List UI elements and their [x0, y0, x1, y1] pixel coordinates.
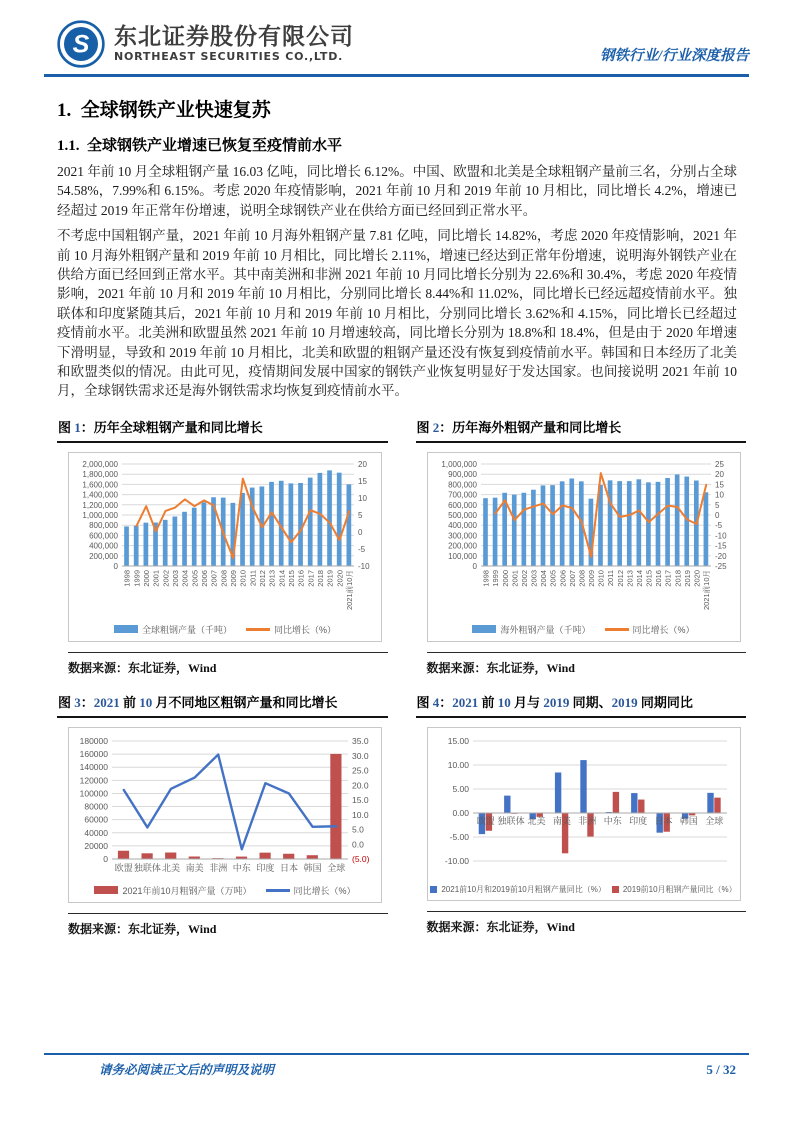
svg-text:2011: 2011: [248, 569, 258, 587]
page-footer: [0, 1053, 793, 1078]
svg-text:10: 10: [714, 490, 724, 500]
page-number: 5 / 32: [706, 1062, 736, 1077]
svg-text:1,000,000: 1,000,000: [82, 510, 118, 520]
svg-text:100000: 100000: [79, 788, 108, 799]
svg-text:欧盟: 欧盟: [114, 862, 133, 873]
svg-text:2014: 2014: [634, 569, 644, 587]
svg-text:100,000: 100,000: [447, 551, 477, 561]
svg-text:300,000: 300,000: [447, 531, 477, 541]
svg-text:2001: 2001: [151, 569, 161, 587]
svg-text:2010: 2010: [238, 569, 248, 587]
svg-text:2002: 2002: [519, 569, 529, 587]
svg-text:200,000: 200,000: [89, 551, 118, 561]
svg-text:欧盟: 欧盟: [476, 815, 495, 826]
svg-text:5: 5: [714, 500, 719, 510]
svg-text:2017: 2017: [306, 569, 316, 587]
svg-text:2010: 2010: [596, 569, 606, 587]
svg-text:北美: 北美: [526, 815, 546, 826]
svg-text:非洲: 非洲: [577, 815, 596, 826]
report-body: [0, 77, 793, 401]
figure-4: [416, 692, 747, 937]
svg-text:2021前10月: 2021前10月: [344, 569, 354, 610]
svg-text:25.0: 25.0: [352, 765, 369, 776]
svg-text:2015: 2015: [286, 569, 296, 587]
svg-text:25: 25: [714, 459, 724, 469]
svg-text:20.0: 20.0: [352, 780, 369, 791]
svg-text:2004: 2004: [538, 569, 548, 587]
svg-text:1,200,000: 1,200,000: [82, 500, 118, 510]
svg-text:-20: -20: [714, 551, 727, 561]
svg-text:2000: 2000: [141, 569, 151, 587]
svg-text:30.0: 30.0: [352, 750, 369, 761]
svg-text:2001: 2001: [509, 569, 519, 587]
legend-item: 全球粗钢产量（千吨）: [114, 623, 232, 636]
svg-text:2018: 2018: [672, 569, 682, 587]
svg-text:印度: 印度: [256, 862, 275, 873]
svg-text:1998: 1998: [122, 569, 132, 587]
figure-3-legend: [72, 883, 378, 900]
figure-3-source: 数据来源：东北证券，Wind: [68, 913, 388, 937]
svg-text:中东: 中东: [232, 862, 251, 873]
svg-text:1999: 1999: [490, 569, 500, 587]
company-name-en: NORTHEAST SECURITIES CO.,LTD.: [114, 49, 344, 63]
svg-text:2005: 2005: [548, 569, 558, 587]
svg-text:1,600,000: 1,600,000: [82, 480, 118, 490]
svg-text:15.00: 15.00: [447, 735, 469, 746]
figure-2-chart: [431, 458, 737, 622]
svg-text:1998: 1998: [481, 569, 491, 587]
svg-text:20: 20: [358, 459, 367, 469]
svg-text:160000: 160000: [79, 748, 108, 759]
svg-text:5.00: 5.00: [451, 783, 469, 794]
figure-4-caption: 图 4：2021 前 10 月与 2019 同期、2019 同期同比: [416, 692, 747, 718]
legend-item: 同比增长（%）: [266, 884, 356, 897]
figure-1-legend: [72, 622, 378, 639]
svg-text:2016: 2016: [653, 569, 663, 587]
svg-text:2019: 2019: [682, 569, 692, 587]
figure-1-chart-area: [68, 452, 382, 642]
legend-item: 同比增长（%）: [605, 623, 695, 636]
svg-text:2009: 2009: [586, 569, 596, 587]
svg-text:5: 5: [358, 510, 363, 520]
svg-text:15.0: 15.0: [352, 794, 369, 805]
svg-text:-25: -25: [714, 561, 727, 571]
svg-text:0: 0: [358, 527, 363, 537]
svg-text:-15: -15: [714, 541, 727, 551]
svg-text:5.0: 5.0: [352, 824, 364, 835]
figure-2-legend: [431, 622, 737, 639]
svg-text:2003: 2003: [170, 569, 180, 587]
svg-text:日本: 日本: [279, 862, 299, 873]
legend-item: 同比增长（%）: [246, 623, 336, 636]
paragraph-1: 2021 年前 10 月全球粗钢产量 16.03 亿吨，同比增长 6.12%。中国、欧盟和北美是全球粗钢产量前三名，分别占全球 54.58%，7.99%和 6.15%。考虑 2020 年疫情影响，2021 年前 10 月和 2019 年前 10 月相比，同比增长 4.2%，增速已经超过 2019 年正常年份增速，说明全球钢铁产业在供给方面已经回到正常水平。: [57, 164, 737, 218]
figure-4-chart-area: [427, 727, 741, 901]
svg-text:800,000: 800,000: [89, 521, 118, 531]
svg-text:0: 0: [714, 510, 719, 520]
footer-disclaimer: 请务必阅读正文后的声明及说明: [99, 1063, 275, 1077]
svg-text:1,000,000: 1,000,000: [440, 459, 477, 469]
legend-item: 2019前10月粗钢产量同比（%）: [612, 884, 737, 895]
svg-text:0.0: 0.0: [352, 839, 364, 850]
svg-text:2016: 2016: [296, 569, 306, 587]
svg-text:400,000: 400,000: [447, 521, 477, 531]
figure-4-source: 数据来源：东北证券，Wind: [427, 911, 747, 935]
page-header: [0, 0, 793, 74]
svg-text:0: 0: [472, 561, 477, 571]
svg-text:600,000: 600,000: [89, 531, 118, 541]
svg-text:独联体: 独联体: [133, 862, 161, 873]
svg-text:非洲: 非洲: [209, 862, 228, 873]
svg-text:2007: 2007: [209, 569, 219, 587]
svg-text:2017: 2017: [663, 569, 673, 587]
report-tag: 钢铁行业/行业深度报告: [599, 48, 749, 64]
svg-text:-10: -10: [358, 561, 370, 571]
figure-4-legend: [431, 883, 737, 898]
legend-item: 海外粗钢产量（千吨）: [472, 623, 590, 636]
svg-text:0.00: 0.00: [451, 807, 469, 818]
svg-text:2012: 2012: [257, 569, 267, 587]
svg-text:独联体: 独联体: [497, 815, 525, 826]
svg-text:2013: 2013: [267, 569, 277, 587]
svg-text:2008: 2008: [219, 569, 229, 587]
svg-text:2006: 2006: [199, 569, 209, 587]
figure-2-source: 数据来源：东北证券，Wind: [427, 652, 747, 676]
svg-text:全球: 全球: [327, 862, 346, 873]
svg-text:1,800,000: 1,800,000: [82, 470, 118, 480]
svg-text:400,000: 400,000: [89, 541, 118, 551]
svg-text:2006: 2006: [557, 569, 567, 587]
svg-text:20000: 20000: [84, 840, 108, 851]
svg-text:60000: 60000: [84, 814, 108, 825]
svg-text:2002: 2002: [161, 569, 171, 587]
svg-text:2020: 2020: [691, 569, 701, 587]
svg-text:日本: 日本: [653, 815, 673, 826]
figure-3: [57, 692, 388, 937]
svg-text:南美: 南美: [552, 815, 571, 826]
footer-divider: [44, 1053, 749, 1055]
svg-text:180000: 180000: [79, 735, 108, 746]
figure-row-1: [57, 417, 746, 676]
svg-text:15: 15: [714, 480, 724, 490]
svg-text:700,000: 700,000: [447, 490, 477, 500]
svg-text:2018: 2018: [315, 569, 325, 587]
svg-text:80000: 80000: [84, 801, 108, 812]
svg-text:1,400,000: 1,400,000: [82, 490, 118, 500]
legend-item: 2021前10月和2019前10月粗钢产量同比（%）: [430, 884, 606, 895]
svg-text:印度: 印度: [628, 815, 647, 826]
svg-text:-5: -5: [714, 521, 722, 531]
svg-text:200,000: 200,000: [447, 541, 477, 551]
figure-1-chart: [72, 458, 378, 622]
svg-text:南美: 南美: [185, 862, 204, 873]
svg-text:2000: 2000: [500, 569, 510, 587]
subsection-heading: 1.1. 全球钢铁产业增速已恢复至疫情前水平: [57, 138, 343, 154]
svg-text:900,000: 900,000: [447, 470, 477, 480]
figure-2: [416, 417, 747, 676]
svg-text:35.0: 35.0: [352, 735, 369, 746]
figure-2-chart-area: [427, 452, 741, 642]
figure-3-chart: [72, 733, 378, 883]
svg-text:2003: 2003: [529, 569, 539, 587]
svg-text:2012: 2012: [615, 569, 625, 587]
svg-text:15: 15: [358, 476, 367, 486]
svg-text:2005: 2005: [190, 569, 200, 587]
svg-text:2014: 2014: [277, 569, 287, 587]
svg-text:-5: -5: [358, 544, 366, 554]
legend-item: 2021年前10月粗钢产量（万吨）: [94, 884, 251, 897]
section-heading: 1. 全球钢铁产业快速复苏: [57, 100, 271, 121]
svg-text:0: 0: [103, 853, 108, 864]
svg-text:2,000,000: 2,000,000: [82, 459, 118, 469]
svg-text:-10.00: -10.00: [444, 855, 469, 866]
svg-text:10: 10: [358, 493, 367, 503]
svg-text:10.0: 10.0: [352, 809, 369, 820]
svg-text:40000: 40000: [84, 827, 108, 838]
svg-text:2021前10月: 2021前10月: [701, 569, 711, 610]
svg-text:10.00: 10.00: [447, 759, 469, 770]
figure-1-source: 数据来源：东北证券，Wind: [68, 652, 388, 676]
svg-text:2015: 2015: [644, 569, 654, 587]
svg-text:中东: 中东: [603, 815, 622, 826]
svg-text:S: S: [72, 30, 90, 59]
figure-3-caption: 图 3：2021 前 10 月不同地区粗钢产量和同比增长: [57, 692, 388, 718]
svg-text:-10: -10: [714, 531, 727, 541]
company-name-cn: 东北证券股份有限公司: [114, 24, 354, 51]
svg-text:2011: 2011: [605, 569, 615, 587]
svg-text:500,000: 500,000: [447, 510, 477, 520]
svg-text:120000: 120000: [79, 775, 108, 786]
company-logo: [57, 20, 354, 68]
figure-1: [57, 417, 388, 676]
paragraph-2: 不考虑中国粗钢产量，2021 年前 10 月海外粗钢产量 7.81 亿吨，同比增长 14.82%，考虑 2020 年疫情影响，2021 年前 10 月海外粗钢产量和 2019 年前 10 月相比，同比增长 2.11%，增速已经达到正常年份增速，说明海外钢铁产业在供给方面已经回到正常水平。其中南美洲和非洲 2021 年前 10 月同比增长分别为 22.6%和 30.4%，考虑 2020 年疫情影响，2021 年前 10 月和 2019 年前 10 月相比，分别同比增长 8.44%和 11.02%，同比增长已经远超疫情前水平。独联体和印度紧随其后，2021 年前 10 月和 2019 年前 10 月相比，分别同比增长 3.62%和 4.15%，同比增长已经超过疫情前水平。北美洲和欧盟虽然 2021 年前 10 月增速较高，同比增长分别为 18.8%和 18.4%，但是由于 2020 年增速下滑明显，导致和 2019 年前 10 月相比，北美和欧盟的粗钢产量还没有恢复到疫情前水平。韩国和日本经历了北美和欧盟类似的情况。由此可见，疫情期间发展中国家的钢铁产业恢复明显好于发达国家。也间接说明 2021 年前 10 月，全球钢铁需求还是海外钢铁需求均恢复到疫情前水平。: [57, 228, 737, 399]
svg-text:2009: 2009: [228, 569, 238, 587]
svg-text:2013: 2013: [624, 569, 634, 587]
svg-text:2004: 2004: [180, 569, 190, 587]
svg-text:韩国: 韩国: [679, 815, 698, 826]
company-logo-icon: [57, 20, 105, 68]
figure-3-chart-area: [68, 727, 382, 903]
svg-text:北美: 北美: [161, 862, 181, 873]
svg-text:800,000: 800,000: [447, 480, 477, 490]
svg-text:2019: 2019: [325, 569, 335, 587]
svg-text:1999: 1999: [132, 569, 142, 587]
figure-4-chart: [431, 733, 737, 883]
svg-text:(5.0): (5.0): [352, 853, 370, 864]
figure-2-caption: 图 2：历年海外粗钢产量和同比增长: [416, 417, 747, 443]
svg-text:2007: 2007: [567, 569, 577, 587]
svg-text:全球: 全球: [704, 815, 723, 826]
svg-text:600,000: 600,000: [447, 500, 477, 510]
svg-text:2020: 2020: [335, 569, 345, 587]
svg-text:-5.00: -5.00: [449, 831, 469, 842]
svg-text:0: 0: [113, 561, 118, 571]
svg-text:2008: 2008: [576, 569, 586, 587]
company-name: [114, 25, 354, 63]
svg-text:20: 20: [714, 470, 724, 480]
figure-1-caption: 图 1：历年全球粗钢产量和同比增长: [57, 417, 388, 443]
figure-row-2: [57, 692, 746, 937]
svg-text:140000: 140000: [79, 762, 108, 773]
svg-text:韩国: 韩国: [303, 862, 322, 873]
